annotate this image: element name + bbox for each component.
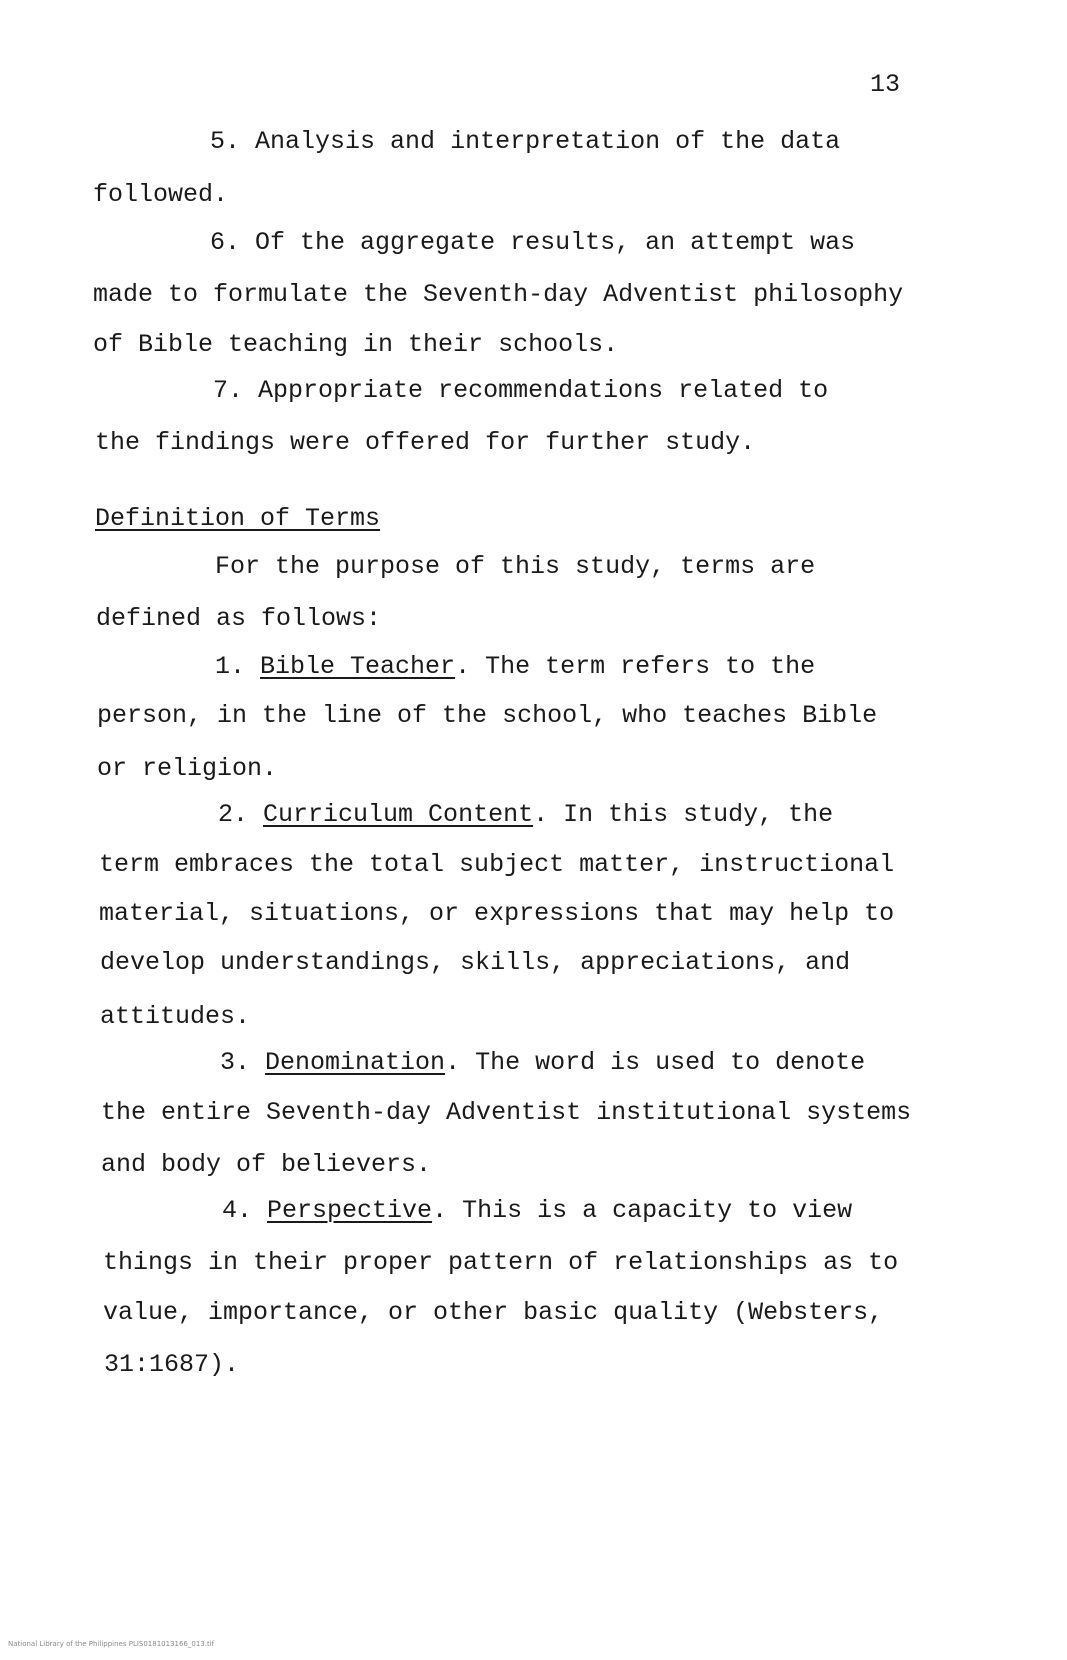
item-5-line-1 <box>210 127 840 157</box>
term-4-text: This is a capacity to view <box>462 1196 853 1225</box>
item-5-text: Analysis and interpretation of the data <box>255 127 841 156</box>
item-5-line-2: followed. <box>93 180 229 209</box>
term-3-number: 3. <box>220 1048 251 1077</box>
item-7-text: Appropriate recommendations related to <box>258 376 829 405</box>
term-3-line-1: 3. Denomination. The word is used to denote <box>220 1048 866 1077</box>
definitions-heading: Definition of Terms <box>95 504 381 533</box>
item-6-number: 6. <box>210 228 241 257</box>
term-2-line-4: develop understandings, skills, appreciations, and <box>100 948 851 977</box>
definitions-intro-line-1: For the purpose of this study, terms are <box>215 552 816 581</box>
item-6-text: Of the aggregate results, an attempt was <box>255 228 856 257</box>
term-1-text: The term refers to the <box>485 652 816 681</box>
item-7-number: 7. <box>213 376 244 405</box>
term-3-title: Denomination <box>265 1048 446 1077</box>
item-7-line-1 <box>213 376 828 406</box>
page-number: 13 <box>870 70 901 99</box>
term-3-line-2: the entire Seventh-day Adventist institutional systems <box>101 1098 912 1127</box>
item-5-number: 5. <box>210 127 241 156</box>
term-4-line-2: things in their proper pattern of relationships as to <box>103 1248 899 1277</box>
term-2-number: 2. <box>218 800 249 829</box>
item-7-line-2: the findings were offered for further study. <box>95 428 756 457</box>
scan-footer: National Library of the Philippines PLIS0181013166_013.tif <box>8 1640 215 1648</box>
term-3-text: The word is used to denote <box>475 1048 866 1077</box>
term-3-line-3: and body of believers. <box>101 1150 432 1179</box>
term-2-line-3: material, situations, or expressions that may help to <box>99 899 895 928</box>
term-2-line-5: attitudes. <box>100 1002 251 1031</box>
term-2-line-1: 2. Curriculum Content. In this study, the <box>218 800 834 829</box>
term-1-number: 1. <box>215 652 246 681</box>
item-6-line-2: made to formulate the Seventh-day Adventist philosophy <box>93 280 904 309</box>
item-6-line-3: of Bible teaching in their schools. <box>93 330 619 359</box>
item-6-line-1 <box>210 228 855 258</box>
term-4-line-1: 4. Perspective. This is a capacity to view <box>222 1196 853 1225</box>
definitions-intro-line-2: defined as follows: <box>96 604 382 633</box>
term-1-line-1: 1. Bible Teacher. The term refers to the <box>215 652 816 681</box>
term-2-text: In this study, the <box>563 800 834 829</box>
term-1-line-3: or religion. <box>97 754 278 783</box>
term-4-line-4: 31:1687). <box>104 1350 240 1379</box>
term-1-title: Bible Teacher <box>260 652 456 681</box>
term-4-line-3: value, importance, or other basic quality (Websters, <box>103 1298 884 1327</box>
term-4-number: 4. <box>222 1196 253 1225</box>
term-2-line-2: term embraces the total subject matter, instructional <box>99 850 895 879</box>
term-1-line-2: person, in the line of the school, who teaches Bible <box>97 701 878 730</box>
term-2-title: Curriculum Content <box>263 800 534 829</box>
term-4-title: Perspective <box>267 1196 433 1225</box>
